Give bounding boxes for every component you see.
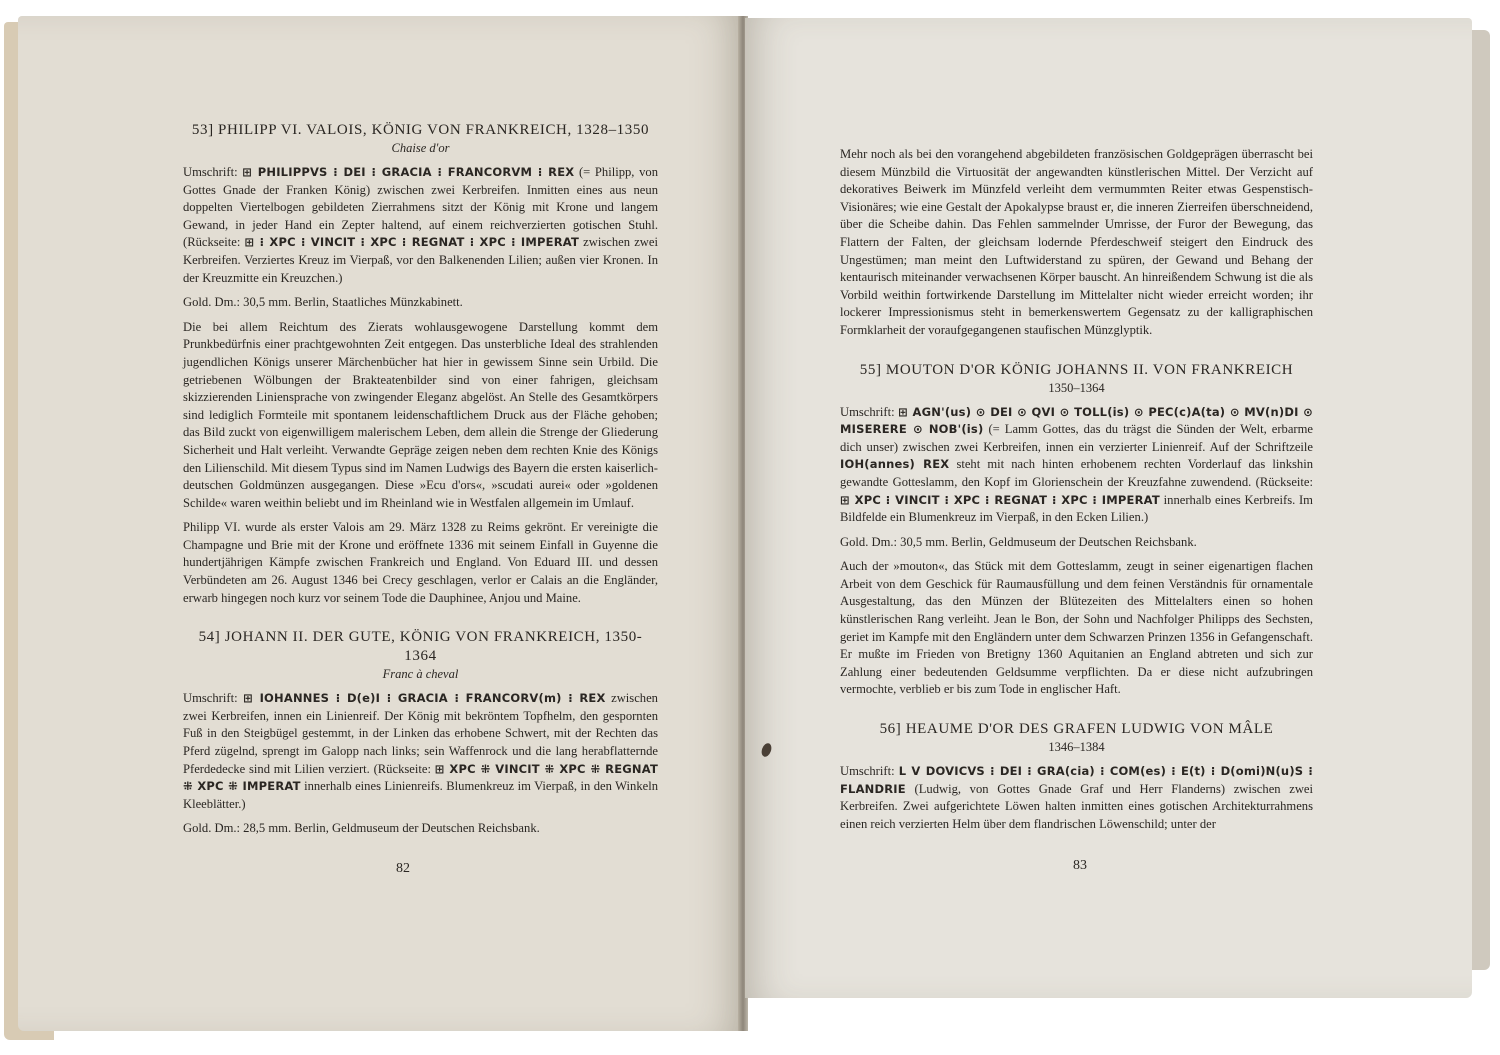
description-text: (Ludwig, von Gottes Gnade Graf und Herr Flanderns) zwischen zwei Kerbreifen. Zwei aufgerichtete Löwen halten inmitten eines gotischen Architekturrahmens einen reich verzierten Helm über dem flandrischen Löwenschild; unter der [840,781,1313,831]
section-56-years: 1346–1384 [1048,740,1105,755]
description-text-3: innerhalb eines Kerbreifs. Im Bildfelde ein Blumenkreuz im Vierpaß, in den Ecken Lilien.) [840,492,1313,525]
section-55-inscription-paragraph [840,404,1313,527]
inscription-label: Umschrift: [183,165,243,179]
page-number-left: 82 [396,861,410,876]
page-number-right: 83 [1073,858,1087,873]
continued-commentary: Mehr noch als bei den vorangehend abgebildeten französischen Goldgeprägen überrascht bei diesem Münzbild die Virtuosität der angewandten künstlerischen Mittel. Der Verzicht auf dekoratives Beiwerk im Münzfeld verleiht dem vermummten Reiter etwas Gespenstisch-Visionäres; wie eine Gestalt der Apokalypse braust er, die inneren Zierreifen überschneidend, über die Scheibe dahin. Das Fehlen sammelnder Umrisse, der Furor der Bewegung, das Flattern der Falten, der gleichsam lodernde Pferdeschweif steigert den Eindruck des Ungestümen; man meint den Luftwiderstand zu spüren, der Gewand und Behang der kentaurisch miteinander verwachsenen Körper bauscht. An hinreißendem Schwung ist die als Vorbild weithin fortwirkende Darstellung im Mittelalter nicht wieder erreicht worden; ihr lockerer Impressionismus steht in bemerkenswertem Gegensatz zu der kalligraphischen Formklarheit der voraufgegangenen staufischen Münzglyptik. [840,147,1313,337]
left-page [18,16,743,1031]
reverse-inscription: ⊞ XPC ⁜ VINCIT ⁜ XPC ⁜ REGNAT ⁜ XPC ⁜ IMPERAT [183,761,658,794]
description-text: (= Philipp, von Gottes Gnade der Franken König) zwischen zwei Kerbreifen. Inmitten eines aus neun doppelten Viertelbogen gebildeten Zierrahmens sitzt der König mit Krone und langem Gewand, in jeder Hand ein Zepter haltend, auf einem reichverzierten gotischen Stuhl. (Rückseite: [183,165,658,250]
right-page [745,18,1472,998]
section-54-heading: 54] JOHANN II. DER GUTE, KÖNIG VON FRANKREICH, 1350-1364 [198,629,643,665]
section-56-inscription-paragraph [840,763,1313,833]
description-text-2: zwischen zwei Kerbreifen. Verziertes Kreuz im Vierpaß, vor den Balkenenden Lilien; außen vier Kronen. In der Kreuzmitte ein Kreuzchen.) [183,235,658,285]
section-53-history: Philipp VI. wurde als erster Valois am 29. März 1328 zu Reims gekrönt. Er vereinigte die Champagne und Brie mit der Krone und eröffnete 1336 mit seinem Einfall in Guyenne die hundertjährigen Kämpfe zwischen Frankreich und England. Von Eduard III. und dessen Verbündeten am 26. August 1346 bei Crecy geschlagen, verlor er Calais an die Engländer, erwarb hingegen noch kurz vor seinem Tode die Dauphinee, Anjou und Maine. [183,520,658,605]
description-text-2: innerhalb eines Linienreifs. Blumenkreuz im Vierpaß, in den Winkeln Kleeblätter.) [183,779,658,811]
section-55-specs: Gold. Dm.: 30,5 mm. Berlin, Geldmuseum der Deutschen Reichsbank. [840,534,1197,549]
inscription-label: Umschrift: [183,691,244,706]
section-56-heading: 56] HEAUME D'OR DES GRAFEN LUDWIG VON MÂLE [879,721,1274,738]
obverse-inscription: ⊞ IOHANNES ⁝ D(e)I ⁝ GRACIA ⁝ FRANCORV(m) ⁝ REX [243,691,606,706]
section-55-heading: 55] MOUTON D'OR KÖNIG JOHANNS II. VON FRANKREICH [859,361,1294,378]
obverse-inscription: L V DOVICVS ⁝ DEI ⁝ GRA(cia) ⁝ COM(es) ⁝ E(t) ⁝ D(omi)N(u)S ⁝ FLANDRIE [840,764,1314,796]
inscription-label: Umschrift: [840,404,899,419]
description-text: zwischen zwei Kerbreifen, innen ein Linienreif. Der König mit bekröntem Topfhelm, den gespornten Fuß in den Steigbügel gestemmt, in der Linken das erhobene Schwert, mit der Rechten das Pferd zügelnd, sprengt im Galopp nach links; sein Waffenrock und die lang herabflatternde Pferdedecke sind mit Lilien verziert. (Rückseite: [183,691,658,776]
section-53-heading: 53] PHILIPP VI. VALOIS, KÖNIG VON FRANKREICH, 1328–1350 [191,122,650,138]
reverse-inscription: ⊞ ⁝ XPC ⁝ VINCIT ⁝ XPC ⁝ REGNAT ⁝ XPC ⁝ IMPERAT [244,235,580,250]
section-53-inscription-paragraph [183,164,658,287]
inscription-label: Umschrift: [840,764,899,779]
section-55-commentary: Auch der »mouton«, das Stück mit dem Gotteslamm, zeugt in seiner eigenartigen flachen Arbeit von dem Geschick für Raumausfüllung und dem feinen Verständnis für ornamentale Ausgestaltung, das den Münzen der Blütezeiten des Mittelalters einen so hohen künstlerischen Rang verleiht. Jean le Bon, der Sohn und Nachfolger Philipps des Sechsten, geriet im Kampfe mit den Engländern unter dem Schwarzen Prinzen 1356 in Gefangenschaft. Er mußte im Frieden von Bretigny 1360 Aquitanien an England abtreten und sich zur Zahlung einer bedeutenden Geldsumme verpflichten. Da er diese nicht aufzubringen vermochte, verblieb er bis zum Tode in englischer Haft. [840,559,1313,697]
left-page-text [183,121,658,845]
section-54-specs: Gold. Dm.: 28,5 mm. Berlin, Geldmuseum der Deutschen Reichsbank. [183,821,540,836]
obverse-inscription: ⊞ AGN'(us) ⊙ DEI ⊙ QVI ⊙ TOLL(is) ⊙ PEC(c)A(ta) ⊙ MV(n)DI ⊙ MISERERE ⊙ NOB'(is) [840,404,1313,437]
field-inscription: IOH(annes) REX [840,457,950,472]
section-54-inscription-paragraph [183,690,658,813]
reverse-inscription: ⊞ XPC ⁝ VINCIT ⁝ XPC ⁝ REGNAT ⁝ XPC ⁝ IMPERAT [840,492,1160,507]
section-53-subtitle: Chaise d'or [391,141,450,155]
description-text: (= Lamm Gottes, das du trägst die Sünden der Welt, erbarme dich unser) zwischen zwei Kerbreifen, innen ein verzierter Linienreif. Auf der Schriftzeile [840,422,1313,454]
description-text-2: steht mit nach hinten erhobenem rechten Vorderlauf das linkshin gewandte Gotteslamm, den Kopf im Glorienschein der Kreuzfahne zuwendend. (Rückseite: [840,457,1313,489]
right-page-text [840,146,1313,840]
ink-stain-mark [760,742,773,758]
section-55-years: 1350–1364 [1048,380,1105,395]
section-53-specs: Gold. Dm.: 30,5 mm. Berlin, Staatliches Münzkabinett. [183,295,463,310]
obverse-inscription: ⊞ PHILIPPVS ⁝ DEI ⁝ GRACIA ⁝ FRANCORVM ⁝ REX [242,165,575,179]
section-53-commentary: Die bei allem Reichtum des Zierats wohlausgewogene Darstellung kommt dem Prunkbedürfnis einer prachtgewohnten Zeit entgegen. Das unsterbliche Ideal des strahlenden jugendlichen Königs unserer Märchenbücher hat hier in gewissem Sinne sein Urbild. Die getriebenen Wölbungen der Brakteatenbilder sind von einer fahrigen, gleichsam skizzierenden Liniensprache von zwingender Eleganz abgelöst. An Stelle des Gesamtkörpers sind lediglich Formteile mit spontanem leidenschaftlichem Druck aus der Fläche gehoben; das Bild zuckt von eigenwilligem malerischem Leben, dem allein die Strenge der Gliederung Sicherheit und Halt verleiht. Verwandte Gepräge zeigen neben dem rechten Knie des Königs den Lilienschild. Mit diesem Typus sind im Namen Ludwigs des Bayern die ersten kaiserlich-deutschen Goldmünzen ausgegangen. Diese »Ecu d'ors«, »scudati aurei« oder »goldenen Schilde« waren weithin beliebt und im Rheinland wie in Westfalen allgemein im Umlauf. [183,319,658,510]
section-54-subtitle: Franc à cheval [382,667,459,682]
